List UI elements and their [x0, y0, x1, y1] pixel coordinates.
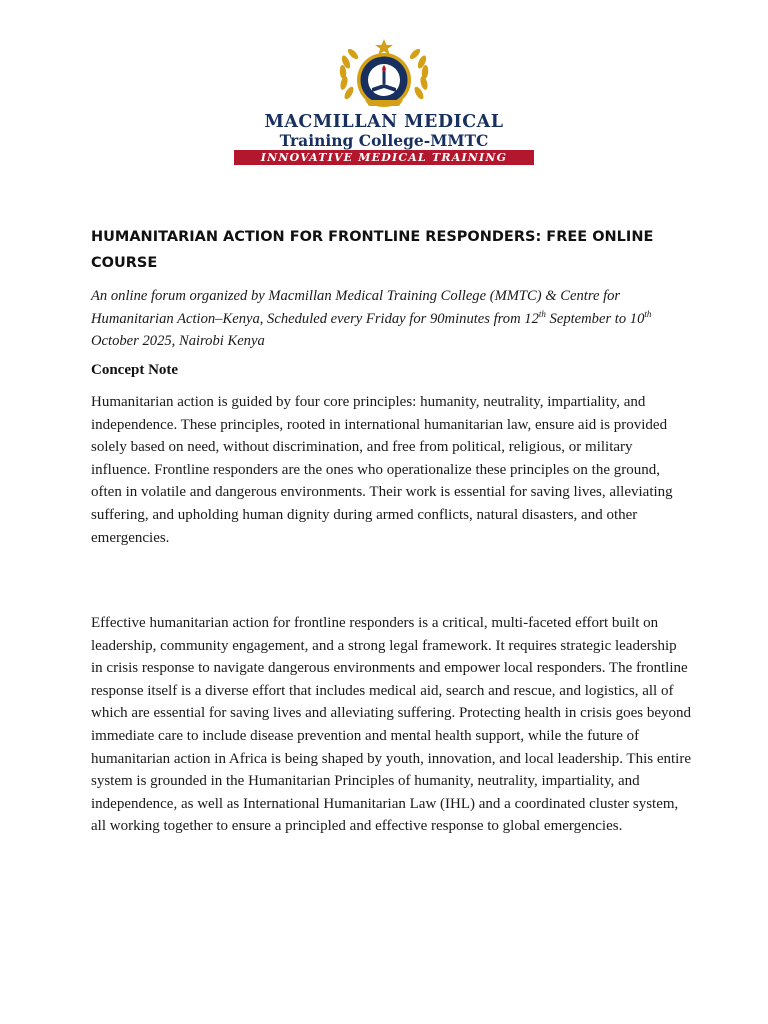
college-logo: [232, 38, 536, 166]
college-name-line1: MACMILLAN MEDICAL: [264, 112, 504, 132]
paragraph: Effective humanitarian action for frontline responders is a critical, multi-faceted effort built on leadership, community engagement, and a strong legal framework. It requires strategic leadership in crisis response to navigate dangerous environments and empower local responders. The frontline response itself is a diverse effort that includes medical aid, search and rescue, and logistics, all of which are essential for saving lives and alleviating suffering. Protecting health in crisis goes beyond immediate care to include disease prevention and mental health support, while the future of humanitarian action in Africa is being shaped by youth, innovation, and local leadership. This entire system is grounded in the Humanitarian Principles of humanity, neutrality, impartiality, and independence, as well as International Humanitarian Law (IHL) and a coordinated cluster system, all working together to ensure a principled and effective response to global emergencies.: [91, 615, 691, 835]
college-name-line2: Training College-MMTC: [279, 131, 489, 150]
paragraph: Humanitarian action is guided by four core principles: humanity, neutrality, impartiality, and independence. These principles, rooted in international humanitarian law, ensure aid is provided solely based on need, without discrimination, and free from political, religious, or military influence. Frontline responders are the ones who operationalize these principles on the ground, often in volatile and dangerous environments. Their work is essential for saving lives, alleviating suffering, and upholding human dignity during armed conflicts, natural disasters, and other emergencies.: [91, 394, 673, 546]
college-tagline: INNOVATIVE MEDICAL TRAINING: [234, 150, 534, 165]
date-ordinal-1: th: [538, 308, 546, 319]
section-heading: Concept Note: [91, 362, 179, 378]
event-description-part1: An online forum organized by Macmillan Medical Training College (MMTC) & Centre for Humanitarian Action–Kenya, Scheduled every Friday for 90minutes from 12: [91, 288, 621, 327]
event-description-part3: October 2025, Nairobi Kenya: [91, 333, 265, 349]
event-description: [91, 285, 691, 353]
document-title: HUMANITARIAN ACTION FOR FRONTLINE RESPONDERS: FREE ONLINE COURSE: [91, 229, 654, 271]
date-ordinal-2: th: [644, 308, 652, 319]
college-emblem-icon: [329, 38, 439, 112]
event-description-part2: September to 10: [545, 310, 645, 327]
